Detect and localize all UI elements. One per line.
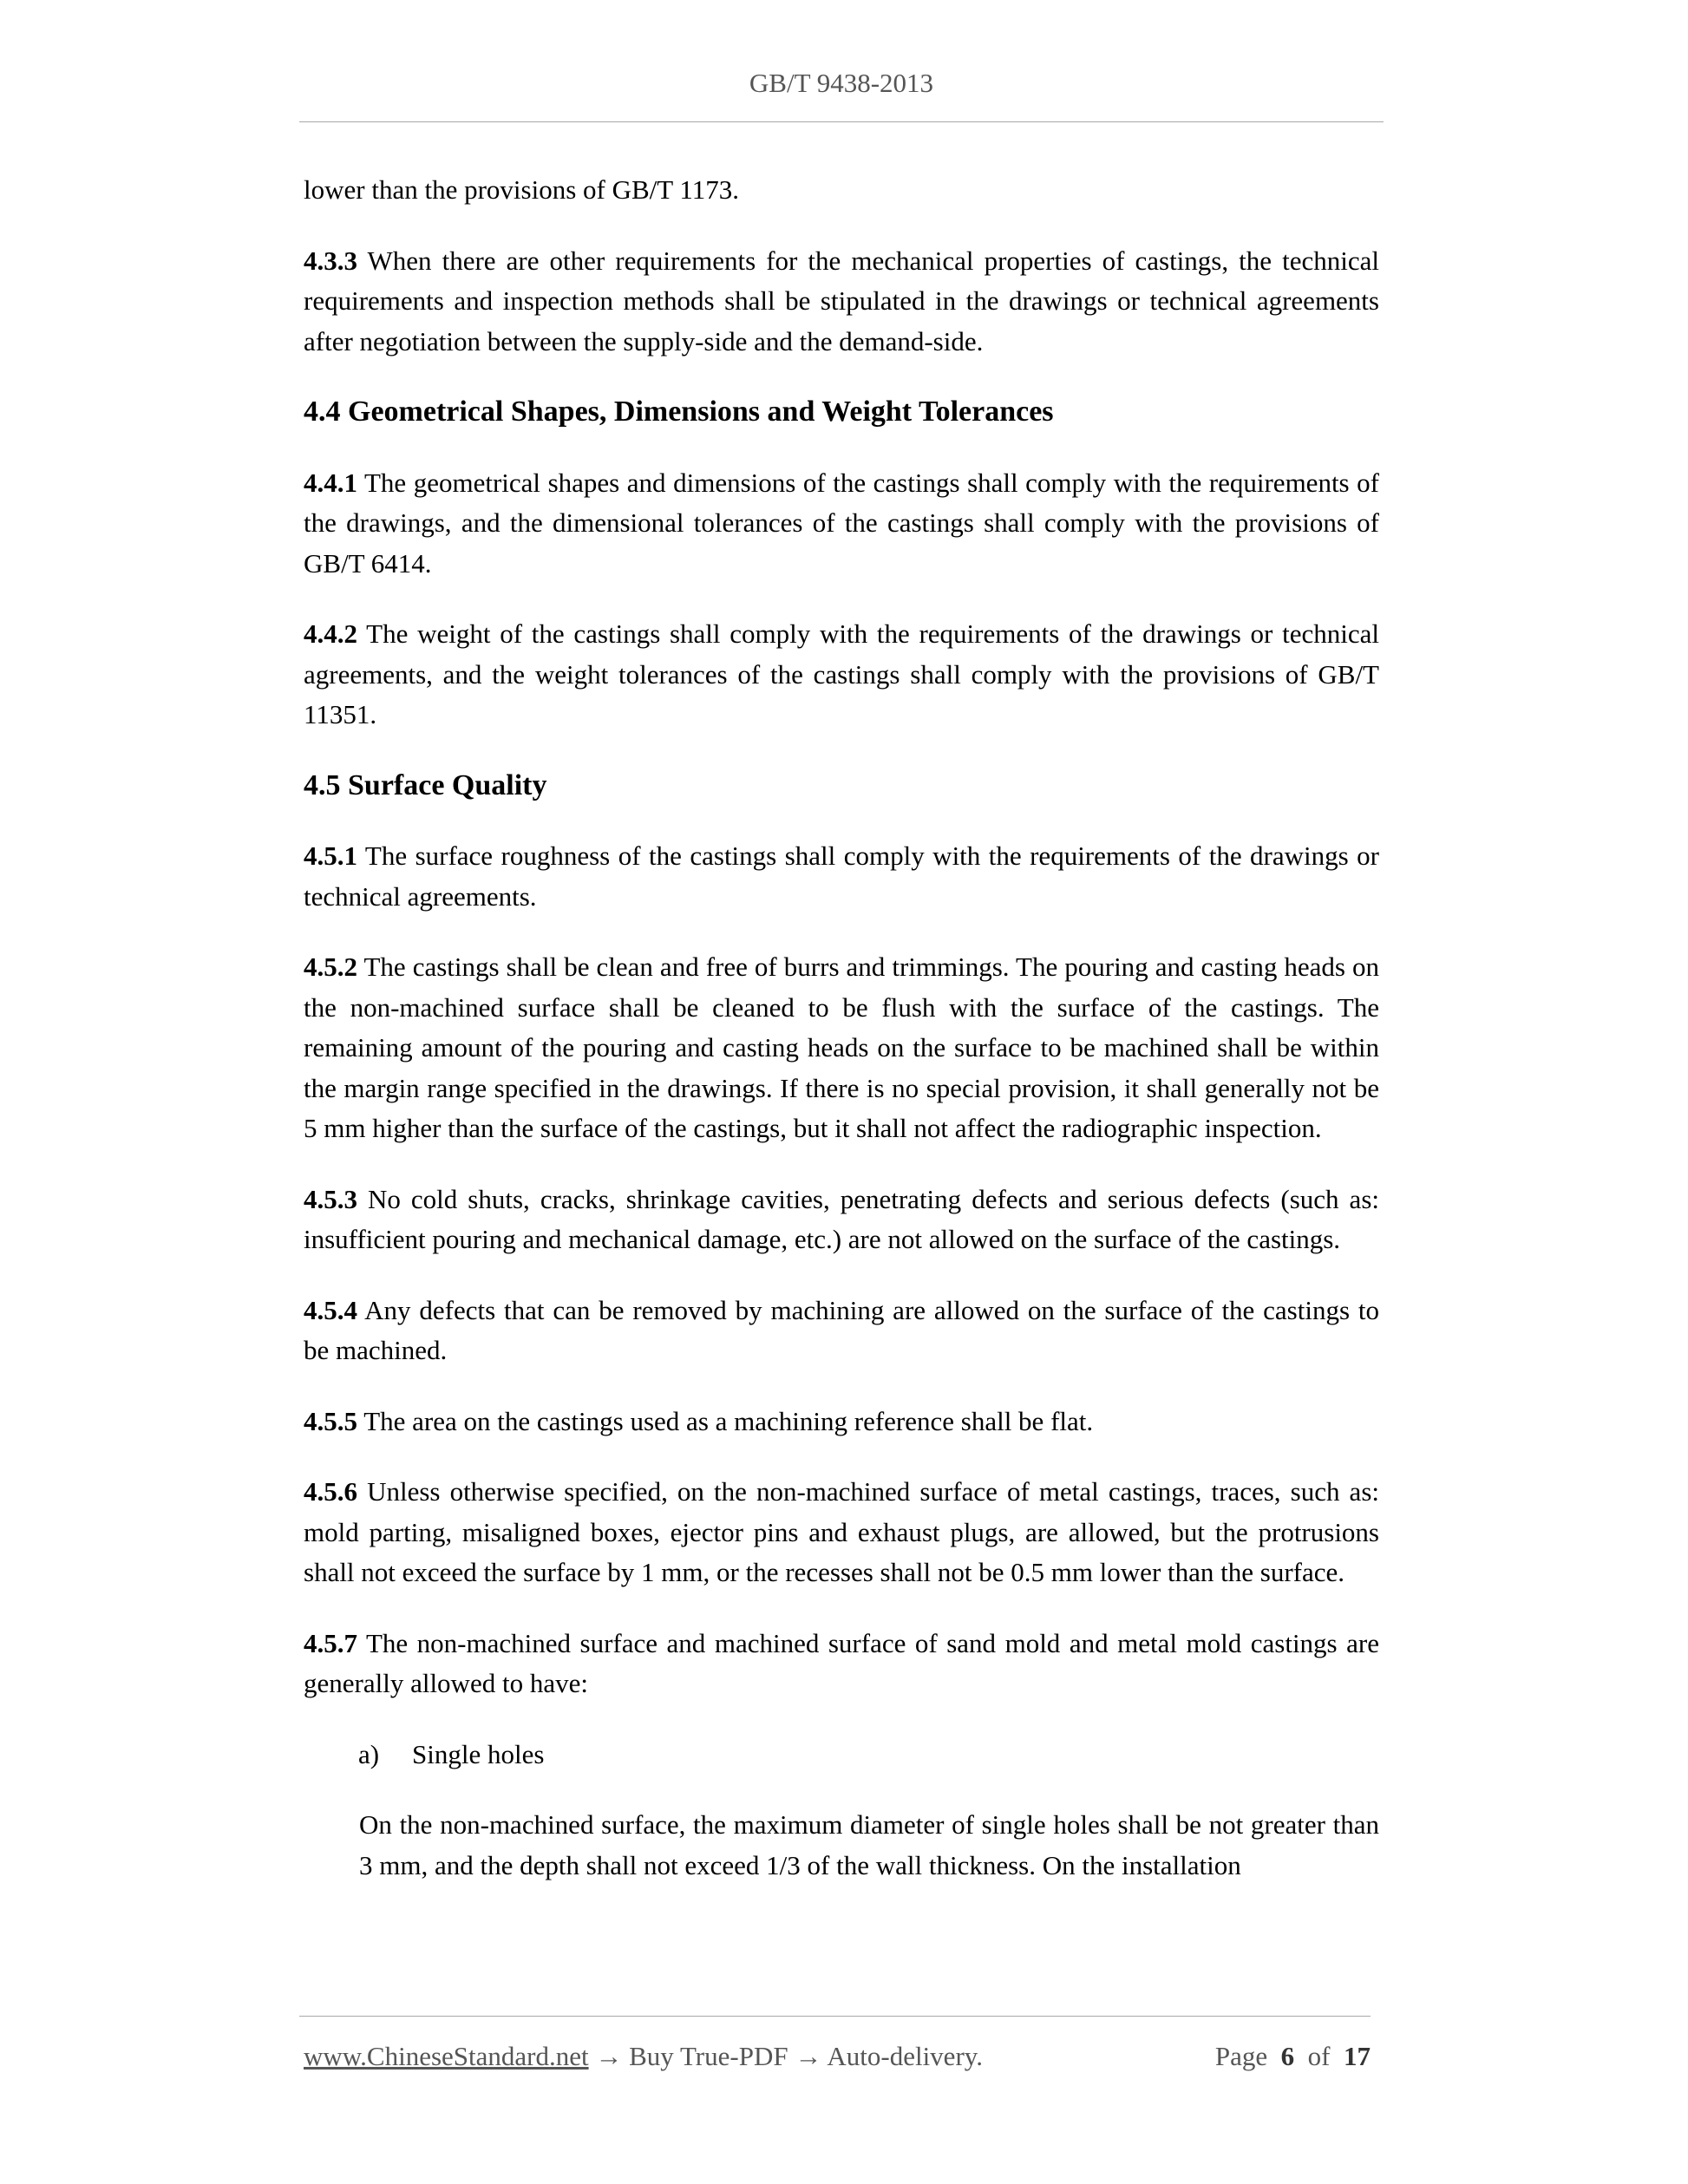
section-heading-4-5: 4.5 Surface Quality xyxy=(304,768,547,801)
footer-promo xyxy=(304,2037,983,2076)
clause-4-4-1 xyxy=(304,463,1379,585)
clause-4-5-2 xyxy=(304,947,1379,1149)
clause-4-5-1 xyxy=(304,836,1379,917)
clause-4-4-2 xyxy=(304,614,1379,736)
list-item-a xyxy=(304,1735,1379,1775)
clause-text: The geometrical shapes and dimensions of the castings shall comply with the requirements of the drawings, and the dimensional tolerances of the castings shall comply with the provisions of GB/T 6414. xyxy=(304,467,1379,579)
clause-text: The castings shall be clean and free of burrs and trimmings. The pouring and casting heads on the non-machined surface shall be cleaned to be flush with the surface of the castings. The remaining amount of the pouring and casting heads on the surface to be machined shall be within the margin range specified in the drawings. If there is no special provision, it shall generally not be 5 mm higher than the surface of the castings, but it shall not affect the radiographic inspection. xyxy=(304,951,1379,1143)
clause-text: No cold shuts, cracks, shrinkage cavities, penetrating defects and serious defects (such as: insufficient pouring and mechanical damage, etc.) are not allowed on the surface of the castings. xyxy=(304,1183,1379,1254)
clause-number: 4.5.7 xyxy=(304,1627,357,1658)
clause-text: The area on the castings used as a machining reference shall be flat. xyxy=(357,1405,1094,1436)
clause-text: When there are other requirements for the mechanical properties of castings, the technical requirements and inspection methods shall be stipulated in the drawings or technical agreements after negotiation between the supply-side and the demand-side. xyxy=(304,245,1379,356)
clause-text: The non-machined surface and machined surface of sand mold and metal mold castings are generally allowed to have: xyxy=(304,1627,1379,1698)
clause-text: Unless otherwise specified, on the non-machined surface of metal castings, traces, such as: mold parting, misaligned boxes, ejector pins and exhaust plugs, are allowed, but the protrusions shall not exceed the surface by 1 mm, or the recesses shall not be 0.5 mm lower than the surface. xyxy=(304,1476,1379,1587)
clause-4-3-3 xyxy=(304,241,1379,363)
clause-text: The weight of the castings shall comply with the requirements of the drawings or technical agreements, and the weight tolerances of the castings shall comply with the provisions of GB/T 11351. xyxy=(304,618,1379,729)
clause-4-5-6 xyxy=(304,1472,1379,1593)
clause-number: 4.5.1 xyxy=(304,840,357,871)
clause-4-5-4 xyxy=(304,1291,1379,1371)
paragraph-continuation: lower than the provisions of GB/T 1173. xyxy=(304,174,739,205)
of-word: of xyxy=(1307,2041,1331,2071)
clause-number: 4.4.1 xyxy=(304,467,357,498)
page-word: Page xyxy=(1214,2041,1268,2071)
clause-number: 4.5.2 xyxy=(304,951,357,982)
promo-text: → Buy True-PDF → Auto-delivery. xyxy=(588,2041,983,2071)
header-divider xyxy=(299,121,1384,122)
list-marker: a) xyxy=(358,1738,380,1769)
clause-number: 4.5.4 xyxy=(304,1294,357,1325)
section-heading-4-4: 4.4 Geometrical Shapes, Dimensions and Weight Tolerances xyxy=(304,396,1054,428)
list-item-text: Single holes xyxy=(412,1738,545,1769)
indented-paragraph: On the non-machined surface, the maximum diameter of single holes shall be not greater than 3 mm, and the depth shall not exceed 1/3 of the wall thickness. On the installation xyxy=(359,1809,1379,1880)
page-header: GB/T 9438-2013 xyxy=(749,68,934,98)
clause-4-5-3 xyxy=(304,1180,1379,1260)
site-link[interactable]: www.ChineseStandard.net xyxy=(304,2041,589,2071)
document-body xyxy=(304,170,1379,1886)
page-indicator xyxy=(1215,2037,1371,2076)
clause-number: 4.5.6 xyxy=(304,1476,357,1507)
clause-4-5-5 xyxy=(304,1402,1379,1442)
page-total: 17 xyxy=(1344,2041,1371,2071)
clause-text: The surface roughness of the castings shall comply with the requirements of the drawings or technical agreements. xyxy=(304,840,1379,912)
clause-number: 4.4.2 xyxy=(304,618,357,649)
clause-number: 4.5.5 xyxy=(304,1405,357,1436)
clause-number: 4.5.3 xyxy=(304,1183,357,1214)
footer-divider xyxy=(299,2016,1371,2017)
clause-text: Any defects that can be removed by machining are allowed on the surface of the castings to be machined. xyxy=(304,1294,1379,1365)
clause-number: 4.3.3 xyxy=(304,245,357,276)
page-number: 6 xyxy=(1280,2041,1295,2071)
clause-4-5-7 xyxy=(304,1624,1379,1704)
